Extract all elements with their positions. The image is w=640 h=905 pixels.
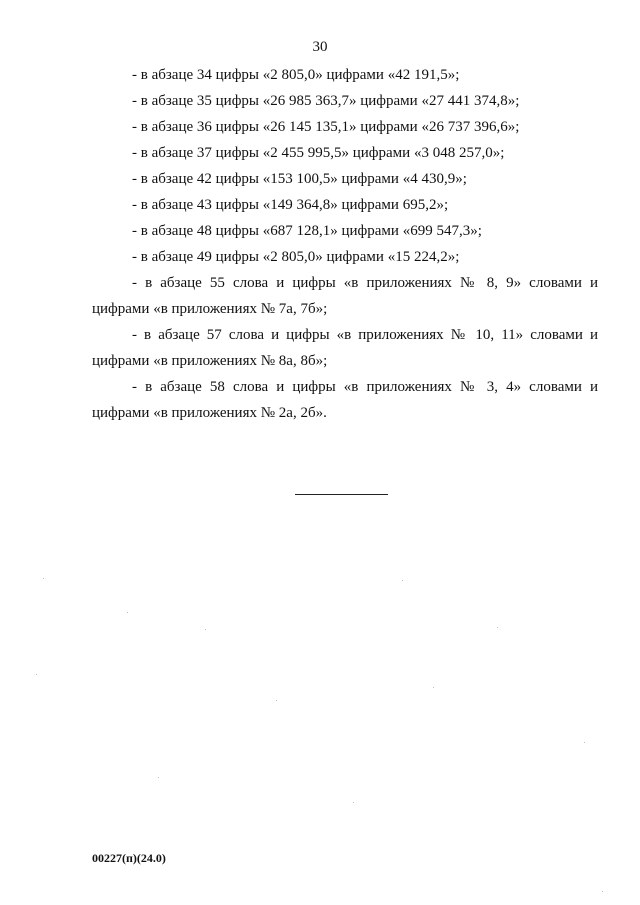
amendments-list [92, 62, 598, 426]
document-code: 00227(п)(24.0) [92, 851, 166, 865]
scan-speck [36, 674, 37, 675]
amendment-paragraph-37: - в абзаце 37 цифры «2 455 995,5» цифрами «3 048 257,0»; [132, 145, 505, 161]
amendment-paragraph-57: - в абзаце 57 слова и цифры «в приложениях № 10, 11» словами и цифрами «в приложениях № 8а, 8б»; [92, 327, 598, 369]
scan-speck [433, 687, 434, 688]
scan-speck [158, 777, 159, 778]
amendment-paragraph-34: - в абзаце 34 цифры «2 805,0» цифрами «42 191,5»; [132, 67, 460, 83]
scan-speck [276, 700, 277, 701]
scan-speck [584, 742, 585, 743]
scan-speck [353, 802, 354, 803]
amendment-paragraph-35: - в абзаце 35 цифры «26 985 363,7» цифрами «27 441 374,8»; [132, 93, 520, 109]
scan-speck [497, 627, 498, 628]
amendment-paragraph-36: - в абзаце 36 цифры «26 145 135,1» цифрами «26 737 396,6»; [132, 119, 520, 135]
amendment-paragraph-42: - в абзаце 42 цифры «153 100,5» цифрами «4 430,9»; [132, 171, 467, 187]
scan-speck [205, 629, 206, 630]
scan-speck [43, 578, 44, 579]
amendment-paragraph-55: - в абзаце 55 слова и цифры «в приложениях № 8, 9» словами и цифрами «в приложениях № 7а, 7б»; [92, 275, 598, 317]
amendment-paragraph-43: - в абзаце 43 цифры «149 364,8» цифрами 695,2»; [132, 197, 449, 213]
page-number: 30 [312, 39, 328, 55]
scan-speck [127, 612, 128, 613]
scan-speck [402, 580, 403, 581]
amendment-paragraph-48: - в абзаце 48 цифры «687 128,1» цифрами «699 547,3»; [132, 223, 482, 239]
amendment-paragraph-58: - в абзаце 58 слова и цифры «в приложениях № 3, 4» словами и цифрами «в приложениях № 2а, 2б». [92, 379, 598, 421]
end-separator-line [295, 494, 388, 495]
scan-speck [602, 891, 603, 892]
amendment-paragraph-49: - в абзаце 49 цифры «2 805,0» цифрами «15 224,2»; [132, 249, 460, 265]
